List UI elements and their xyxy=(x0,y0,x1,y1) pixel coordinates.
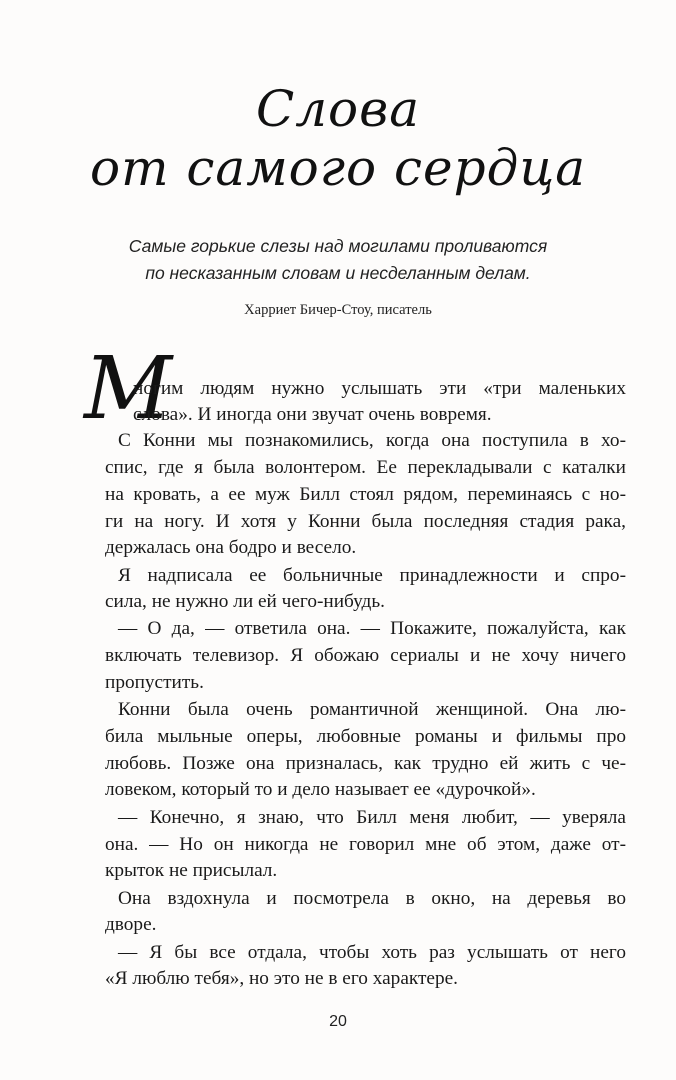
page-number: 20 xyxy=(329,1013,347,1030)
text-line: ловеком, который то и дело называет ее «дурочкой». xyxy=(105,779,536,800)
text-line: дворе. xyxy=(105,914,157,935)
text-line: била мыльные оперы, любовные романы и фильмы про xyxy=(105,726,626,747)
epigraph-line-2: по несказанным словам и несделанным делам. xyxy=(145,263,531,283)
text-line: ногим людям нужно услышать эти «три маленьких xyxy=(133,378,626,399)
text-line: «Я люблю тебя», но это не в его характере. xyxy=(105,968,459,989)
epigraph-attribution: Харриет Бичер-Стоу, писатель xyxy=(244,302,432,318)
text-line: Я надписала ее больничные принадлежности и спро- xyxy=(118,565,626,586)
text-line: любовь. Позже она призналась, как трудно ей жить с че- xyxy=(105,753,626,774)
chapter-title-line-1: Слова xyxy=(255,80,421,138)
text-line: — Я бы все отдала, чтобы хоть раз услышать от него xyxy=(118,942,626,963)
text-line: она. — Но он никогда не говорил мне об этом, даже от- xyxy=(105,834,626,855)
text-line: пропустить. xyxy=(105,672,204,693)
text-line: ги на ногу. И хотя у Конни была последняя стадия рака, xyxy=(105,511,626,532)
text-line: на кровать, а ее муж Билл стоял рядом, переминаясь с но- xyxy=(105,484,626,505)
text-line: спис, где я была волонтером. Ее перекладывали с каталки xyxy=(105,457,626,478)
text-line: — О да, — ответила она. — Покажите, пожалуйста, как xyxy=(118,618,626,639)
chapter-title-line-2: от самого сердца xyxy=(89,139,587,197)
text-line: Она вздохнула и посмотрела в окно, на деревья во xyxy=(118,888,626,909)
text-line: сила, не нужно ли ей чего-нибудь. xyxy=(105,591,385,612)
text-line: крыток не присылал. xyxy=(105,860,278,881)
text-line: С Конни мы познакомились, когда она поступила в хо- xyxy=(118,430,626,451)
drop-cap: М xyxy=(84,339,173,439)
text-line: включать телевизор. Я обожаю сериалы и не хочу ничего xyxy=(105,645,626,666)
text-line: — Конечно, я знаю, что Билл меня любит, — уверяла xyxy=(118,807,626,828)
text-line: Конни была очень романтичной женщиной. Она лю- xyxy=(118,699,626,720)
text-line: держалась она бодро и весело. xyxy=(105,537,357,558)
text-line: слова». И иногда они звучат очень вовремя. xyxy=(133,404,492,425)
epigraph-line-1: Самые горькие слезы над могилами проливаются xyxy=(128,236,548,256)
